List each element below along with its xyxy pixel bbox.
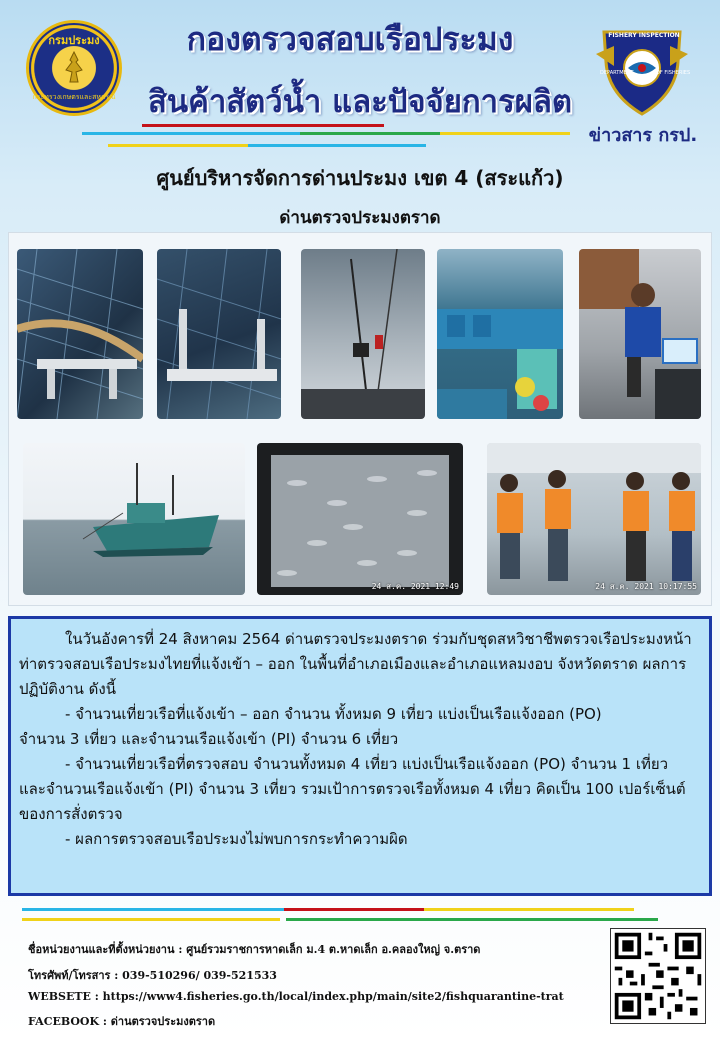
divider-red [142, 124, 384, 127]
net-mesh-caliper-photo-1 [17, 249, 143, 419]
news-label: ข่าวสาร กรป. [588, 125, 698, 146]
caliper-on-net-icon [17, 249, 143, 419]
logo-bottom-text: กระทรวงเกษตรและสหกรณ์ [32, 93, 116, 101]
photo-panel [8, 232, 712, 606]
badge-right-text: OF FISHERIES [656, 70, 691, 76]
page-title-line1: กองตรวจสอบเรือประมง [186, 20, 514, 58]
officer-inspecting-box-photo [579, 249, 701, 419]
footer-divider-yellow-2 [22, 918, 280, 921]
vessel-antenna-photo [301, 249, 425, 419]
footer-divider-red [284, 908, 424, 911]
report-bullet-3: - ผลการตรวจสอบเรือประมงไม่พบการกระทำความผิด [65, 830, 408, 848]
fishing-boat-at-sea-photo [23, 443, 245, 595]
report-bullet-1: - จำนวนเที่ยวเรือที่แจ้งเข้า – ออก จำนวน ทั้งหมด 9 เที่ยว แบ่งเป็นเรือแจ้งออก (PO) [65, 705, 602, 723]
report-bullet-2-continued: และจำนวนเรือแจ้งเข้า (PI) จำนวน 3 เที่ยว รวมเป้าการตรวจเรือทั้งหมด 4 เที่ยว คิดเป็น 100 เปอร์เซ็นต์ ของการสั่งตรวจ [19, 780, 686, 823]
report-intro-paragraph: ในวันอังคารที่ 24 สิงหาคม 2564 ด่านตรวจประมงตราด ร่วมกับชุดสหวิชาชีพตรวจเรือประมงหน้าท่าตรวจสอบเรือประมงไทยที่แจ้งเข้า – ออก ในพื้นที่อำเภอเมืองและอำเภอแหลมงอบ จังหวัดตราด ผลการปฏิบัติงาน ดังนี้ [19, 630, 692, 698]
divider-green [300, 132, 440, 135]
fish-catch-photo [257, 443, 463, 595]
antenna-mast-icon [301, 249, 425, 419]
page-title-line2: สินค้าสัตว์น้ำ และปัจจัยการผลิต [147, 84, 573, 120]
footer-facebook[interactable]: FACEBOOK : ด่านตรวจประมงตราด [28, 1015, 216, 1028]
net-mesh-caliper-photo-2 [157, 249, 281, 419]
checkpoint-name: ด่านตรวจประมงตราด [279, 208, 441, 228]
divider-yellow-2 [108, 144, 248, 147]
footer-divider-cyan [22, 908, 284, 911]
boat-deck-icon [437, 249, 563, 419]
report-text-box [8, 616, 712, 896]
footer-website[interactable]: WEBSETE : https://www4.fisheries.go.th/local/index.php/main/site2/fishquarantine-trat [28, 990, 564, 1003]
footer-divider-yellow [424, 908, 634, 911]
qr-code-icon [611, 929, 705, 1023]
divider-yellow [440, 132, 570, 135]
boat-deck-tanks-photo [437, 249, 563, 419]
officer-icon [579, 249, 701, 419]
fishing-boat-icon [23, 443, 245, 595]
center-name: ศูนย์บริหารจัดการด่านประมง เขต 4 (สระแก้ว) [156, 166, 564, 190]
divider-cyan-2 [248, 144, 426, 147]
qr-code[interactable] [610, 928, 706, 1024]
caliper-on-net-icon [157, 249, 281, 419]
logo-top-text: กรมประมง [48, 34, 100, 47]
photo-timestamp: 24 ส.ค. 2021 10:17:55 [595, 582, 697, 591]
badge-left-text: DEPARTMENT [600, 70, 634, 76]
footer-divider-green [286, 918, 658, 921]
fisheries-department-logo [26, 20, 122, 116]
footer-phone: โทรศัพท์/โทรสาร : 039-510296/ 039-521533 [28, 969, 277, 982]
report-bullet-1-continued: จำนวน 3 เที่ยว และจำนวนเรือแจ้งเข้า (PI) จำนวน 6 เที่ยว [19, 730, 399, 748]
fish-catch-icon [257, 443, 463, 595]
footer-agency: ชื่อหน่วยงานและที่ตั้งหน่วยงาน : ศูนย์รวมราชการหาดเล็ก ม.4 ต.หาดเล็ก อ.คลองใหญ่ จ.ตราด [28, 943, 481, 956]
officers-in-life-vests-icon [487, 443, 701, 595]
seal-figure-icon [62, 50, 86, 84]
divider-cyan [82, 132, 302, 135]
badge-arc-text: FISHERY INSPECTION [608, 32, 680, 39]
photo-timestamp: 24 ส.ค. 2021 12:49 [371, 582, 459, 591]
report-bullet-2: - จำนวนเที่ยวเรือที่ตรวจสอบ จำนวนทั้งหมด 4 เที่ยว แบ่งเป็นเรือแจ้งออก (PO) จำนวน 1 เที่ยว [65, 755, 669, 773]
officers-group-photo [487, 443, 701, 595]
